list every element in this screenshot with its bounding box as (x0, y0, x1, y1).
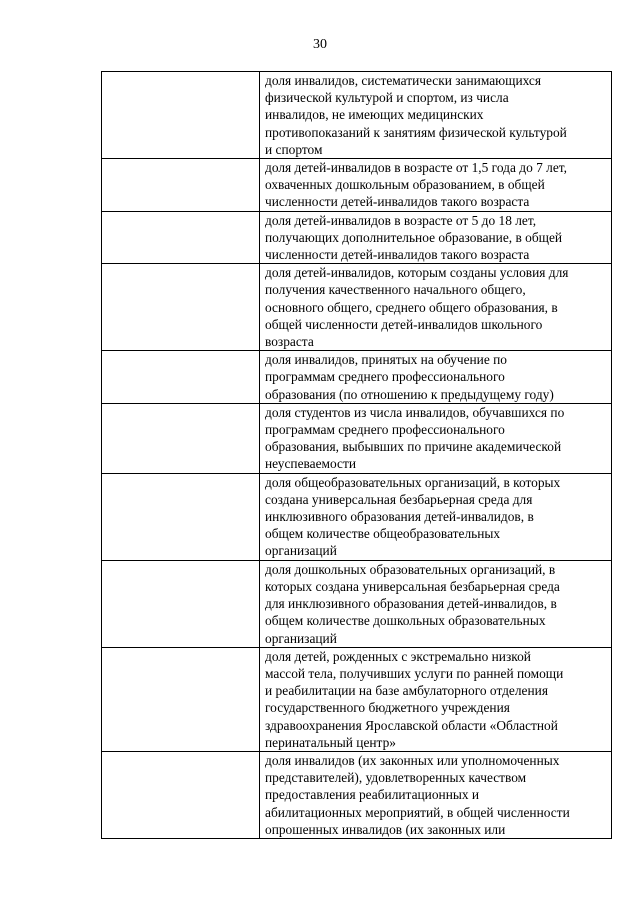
table-cell-left (102, 473, 260, 560)
table-cell-right (260, 264, 612, 351)
table-row (102, 560, 612, 647)
table-cell-left (102, 351, 260, 404)
table-row (102, 351, 612, 404)
table-row (102, 647, 612, 751)
table-cell-left (102, 403, 260, 473)
indicator-text: доля инвалидов, принятых на обучение по программам среднего профессионального образования (по отношению к предыдущему году) (265, 352, 554, 402)
table-cell-right (260, 351, 612, 404)
table-cell-right (260, 560, 612, 647)
table-cell-left (102, 264, 260, 351)
indicators-table (101, 71, 612, 839)
table-cell-left (102, 159, 260, 212)
indicator-text: доля инвалидов, систематически занимающихся физической культурой и спортом, из числа инвалидов, не имеющих медицинских противопоказаний к занятиям физической культурой и спортом (265, 73, 567, 157)
indicator-text: доля детей, рожденных с экстремально низкой массой тела, получивших услуги по ранней помощи и реабилитации на базе амбулаторного отделения государственного бюджетного учреждения здравоохранения Ярославской области «Областной перинатальный центр» (265, 648, 564, 750)
table-row (102, 211, 612, 264)
indicator-text: доля студентов из числа инвалидов, обучавшихся по программам среднего профессионального образования, выбывших по причине академической неуспеваемости (265, 404, 565, 472)
table-row (102, 473, 612, 560)
table-cell-right (260, 647, 612, 751)
table-cell-left (102, 560, 260, 647)
table-row (102, 159, 612, 212)
table-cell-right (260, 751, 612, 838)
table-cell-left (102, 751, 260, 838)
indicator-text: доля дошкольных образовательных организаций, в которых создана универсальная безбарьерная среда для инклюзивного образования детей-инвалидов, в общем количестве дошкольных образовательных организаций (265, 561, 560, 646)
table-row (102, 72, 612, 159)
indicator-text: доля детей-инвалидов, которым созданы условия для получения качественного начального общего, основного общего, среднего общего образования, в общей численности детей-инвалидов школьного возраста (265, 265, 569, 350)
table-cell-right (260, 72, 612, 159)
indicator-text: доля детей-инвалидов в возрасте от 5 до 18 лет, получающих дополнительное образование, в общей численности детей-инвалидов такого возраста (265, 212, 563, 263)
table-cell-right (260, 159, 612, 212)
table-cell-left (102, 211, 260, 264)
table-row (102, 403, 612, 473)
table-cell-left (102, 647, 260, 751)
indicator-text: доля общеобразовательных организаций, в которых создана универсальная безбарьерная среда для инклюзивного образования детей-инвалидов, в общем количестве общеобразовательных организаций (265, 474, 561, 559)
table-row (102, 264, 612, 351)
table-row (102, 751, 612, 838)
indicator-text: доля инвалидов (их законных или уполномоченных представителей), удовлетворенных качеством предоставления реабилитационных и абилитационных мероприятий, в общей численности опрошенных инвалидов (их законных или (265, 752, 570, 837)
table-body (102, 72, 612, 839)
table-cell-right (260, 403, 612, 473)
table-cell-left (102, 72, 260, 159)
table-cell-right (260, 211, 612, 264)
page-number: 30 (313, 37, 327, 52)
indicator-text: доля детей-инвалидов в возрасте от 1,5 года до 7 лет, охваченных дошкольным образованием, в общей численности детей-инвалидов такого возраста (265, 160, 567, 210)
table-cell-right (260, 473, 612, 560)
